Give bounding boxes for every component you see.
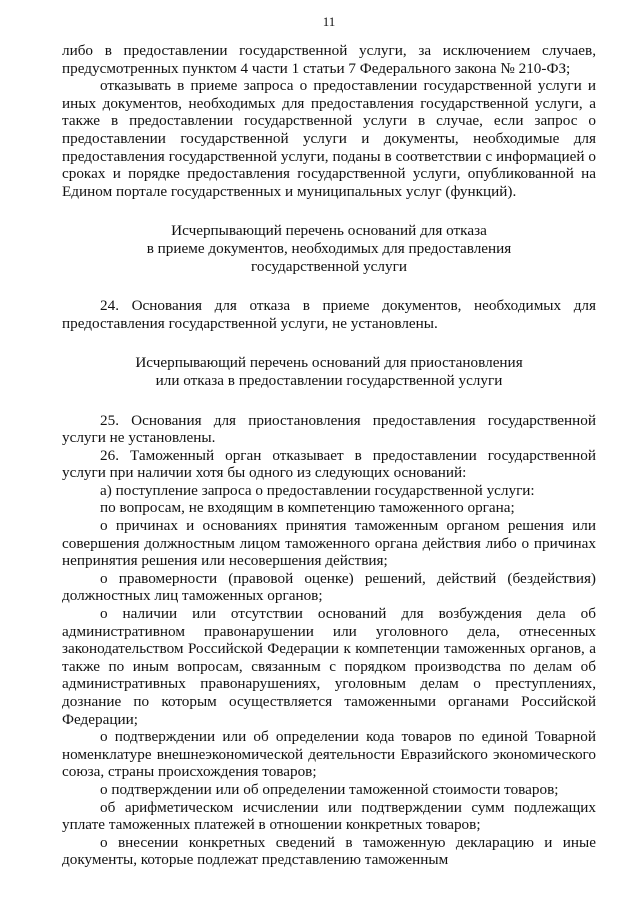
- paragraph-26: 26. Таможенный орган отказывает в предоставлении государственной услуги при наличии хотя бы одного из следующих оснований:: [62, 446, 596, 482]
- list-item-a: а) поступление запроса о предоставлении государственной услуги:: [100, 481, 535, 499]
- paragraph-continuation: либо в предоставлении государственной услуги, за исключением случаев, предусмотренных пунктом 4 части 1 статьи 7 Федерального закона № 210-ФЗ;: [62, 42, 596, 77]
- section-heading-line: или отказа в предоставлении государственной услуги: [155, 371, 503, 389]
- list-subitem: по вопросам, не входящим в компетенцию таможенного органа;: [100, 499, 515, 517]
- section-heading-line: Исчерпывающий перечень оснований для приостановления: [135, 354, 523, 372]
- section-heading-line: Исчерпывающий перечень оснований для отказа: [171, 222, 487, 240]
- document-page: [62, 14, 596, 869]
- list-subitem: о наличии или отсутствии оснований для возбуждения дела об административном правонарушении или уголовного дела, отнесенных законодательством Российской Федерации к компетенции таможенных органов, а также по иным вопросам, связанным с порядком производства по делам об административных правонарушениях, уголовным делам о преступлениях, дознание по которым осуществляется таможенными органами Российской Федерации;: [62, 605, 596, 728]
- section-heading-line: государственной услуги: [251, 257, 407, 275]
- list-subitem: о причинах и основаниях принятия таможенным органом решения или совершения должностным лицом таможенного органа действия либо о причинах непринятия решения или несовершения действия;: [62, 517, 596, 570]
- list-subitem: о внесении конкретных сведений в таможенную декларацию и иные документы, которые подлежат представлению таможенным: [62, 833, 596, 869]
- paragraph-24: 24. Основания для отказа в приеме документов, необходимых для предоставления государственной услуги, не установлены.: [62, 297, 596, 332]
- list-subitem: о подтверждении или об определении таможенной стоимости товаров;: [100, 780, 559, 798]
- page-number: 11: [322, 14, 336, 29]
- paragraph-25: 25. Основания для приостановления предоставления государственной услуги не установлены.: [62, 411, 596, 447]
- list-subitem: о правомерности (правовой оценке) решений, действий (бездействия) должностных лиц таможенных органов;: [62, 569, 596, 605]
- list-subitem: о подтверждении или об определении кода товаров по единой Товарной номенклатуре внешнеэкономической деятельности Евразийского экономического союза, страны происхождения товаров;: [62, 728, 596, 781]
- paragraph-refusal-restriction: отказывать в приеме запроса о предоставлении государственной услуги и иных документов, необходимых для предоставления государственной услуги, а также в предоставлении государственной услуги в случае, если запрос о предоставлении государственной услуги и документы, необходимые для предоставления государственной услуги, поданы в соответствии с информацией о сроках и порядке предоставления государственной услуги, опубликованной на Едином портале государственных и муниципальных услуг (функций).: [62, 77, 596, 200]
- list-subitem: об арифметическом исчислении или подтверждении сумм подлежащих уплате таможенных платежей в отношении конкретных товаров;: [62, 798, 596, 834]
- section-heading-line: в приеме документов, необходимых для предоставления: [146, 239, 512, 257]
